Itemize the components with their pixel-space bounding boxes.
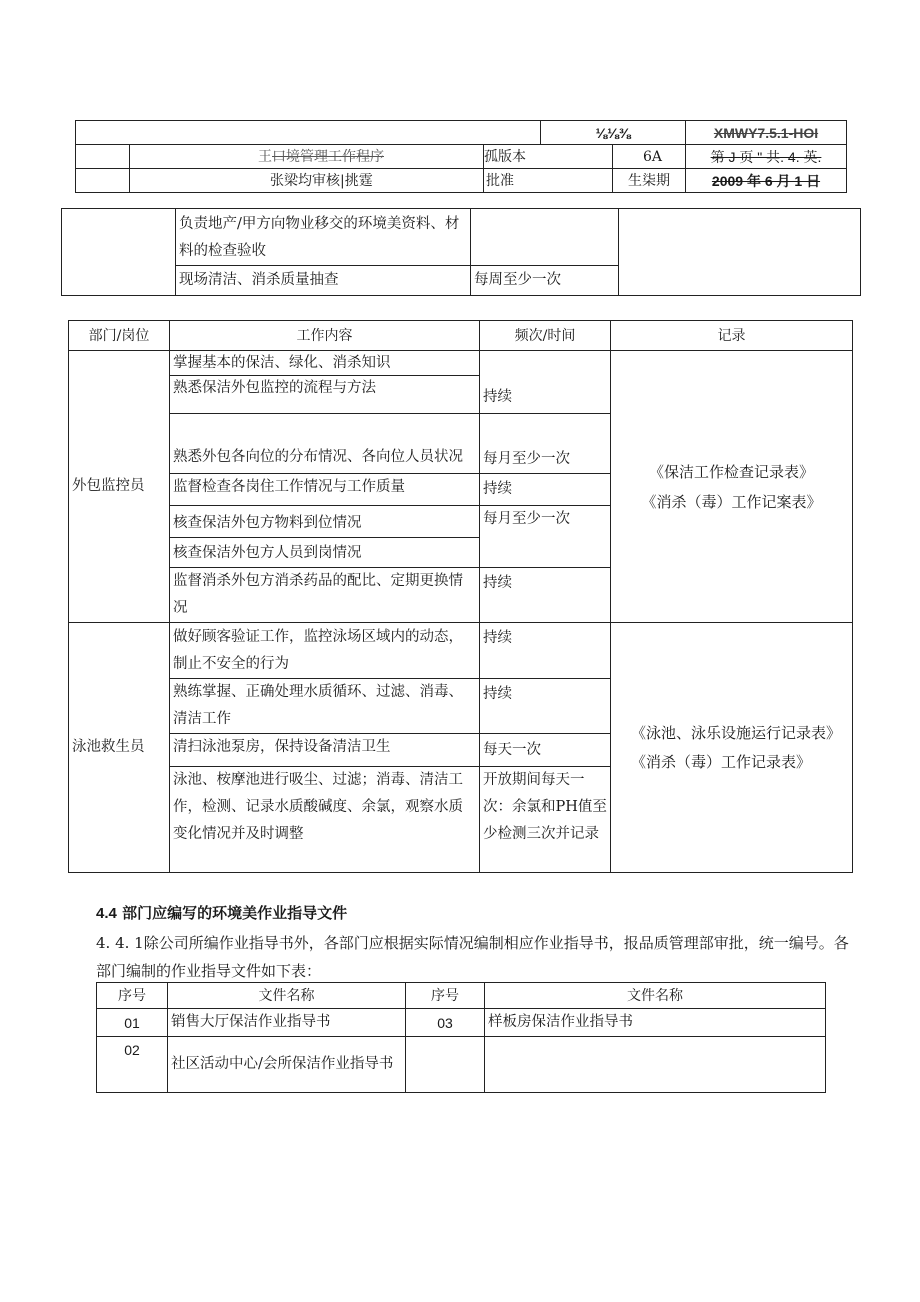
header-dept: 部门/岗位 bbox=[69, 321, 170, 351]
docs-row1-name2: 样板房保洁作业指导书 bbox=[485, 1009, 826, 1037]
docs-header-name2: 文件名称 bbox=[485, 983, 826, 1009]
docs-row1-no2: 03 bbox=[406, 1009, 485, 1037]
paragraph-text: 除公司所编作业指导书外，各部门应根据实际情况编制相应作业指导书，报品质管理部审批，统一编号。各部门编制的作业指导文件如下表： bbox=[96, 934, 849, 980]
freq-8: 每天一次 bbox=[480, 734, 611, 767]
version-label: 孤版本 bbox=[484, 145, 613, 169]
dept-lifeguard: 泳池救生员 bbox=[69, 623, 170, 873]
docs-row2-name1: 社区活动中心/会所保洁作业指导书 bbox=[168, 1037, 406, 1093]
doc-code: XMWY7.5.1-HOI bbox=[686, 121, 847, 145]
doc-title: 口境管理工作程序 bbox=[272, 148, 384, 165]
task-8: 做好顾客验证工作，监控泳场区域内的动态，制止不安全的行为 bbox=[170, 623, 480, 679]
header-table bbox=[75, 120, 847, 193]
task-4: 监督检查各岗住工作情况与工作质量 bbox=[170, 474, 480, 506]
docs-header-name1: 文件名称 bbox=[168, 983, 406, 1009]
header-blank bbox=[76, 121, 541, 145]
effective-label: 生柒期 bbox=[613, 169, 686, 193]
freq-5: 持续 bbox=[480, 568, 611, 623]
task-6: 核查保洁外包方人员到岗情况 bbox=[170, 538, 480, 568]
header-content: 工作内容 bbox=[170, 321, 480, 351]
continued-freq-2: 每周至少一次 bbox=[471, 266, 619, 296]
docs-row2-no2 bbox=[406, 1037, 485, 1093]
task-7: 监督消杀外包方消杀药品的配比、定期更换情况 bbox=[170, 568, 480, 623]
docs-row2-no1: 02 bbox=[97, 1037, 168, 1093]
header-record: 记录 bbox=[611, 321, 853, 351]
header-blank-3 bbox=[76, 169, 130, 193]
docs-row2-name2 bbox=[485, 1037, 826, 1093]
continued-dept bbox=[62, 209, 176, 296]
task-5: 核查保洁外包方物料到位情况 bbox=[170, 506, 480, 538]
people: 张梁均审核|挑霆 bbox=[130, 169, 484, 193]
continued-table bbox=[61, 208, 861, 296]
continued-freq-1 bbox=[471, 209, 619, 266]
freq-2: 每月至少一次 bbox=[480, 414, 611, 474]
main-table bbox=[68, 320, 853, 873]
paragraph-number: 4. 4. 1 bbox=[96, 934, 144, 952]
freq-3: 持续 bbox=[480, 474, 611, 506]
header-freq: 频次/时间 bbox=[480, 321, 611, 351]
effective-date: 2009 年 6 月 1 日 bbox=[686, 169, 847, 193]
freq-1: 持续 bbox=[480, 351, 611, 414]
section-paragraph bbox=[96, 929, 856, 985]
continued-task-1: 负责地产/甲方向物业移交的环境美资料、材料的检查验收 bbox=[176, 209, 471, 266]
continued-task-2: 现场清洁、消杀质量抽查 bbox=[176, 266, 471, 296]
page-info: 第 J 页 " 共. 4. 英. bbox=[686, 145, 847, 169]
freq-9: 开放期间每天一次：余氯和PH值至少检测三次并记录 bbox=[480, 767, 611, 873]
header-blank-2 bbox=[76, 145, 130, 169]
task-1: 掌握基本的保洁、绿化、消杀知识 bbox=[170, 351, 479, 376]
section-number: 4.4 bbox=[96, 905, 117, 922]
freq-7: 持续 bbox=[480, 679, 611, 734]
docs-header-no2: 序号 bbox=[406, 983, 485, 1009]
record-1b: 《消杀（毒）工作记案表》 bbox=[641, 492, 822, 511]
freq-4: 每月至少一次 bbox=[480, 506, 611, 568]
docs-row1-no1: 01 bbox=[97, 1009, 168, 1037]
task-11: 泳池、桉摩池进行吸尘、过滤；消毒、清洁工作，检测、记录水质酸碱度、余氯，观察水质变化情况并及时调整 bbox=[170, 767, 480, 873]
docs-row1-name1: 销售大厅保洁作业指导书 bbox=[168, 1009, 406, 1037]
version-value: 6A bbox=[613, 145, 686, 169]
docs-header-no1: 序号 bbox=[97, 983, 168, 1009]
continued-record bbox=[619, 209, 861, 296]
docs-table bbox=[96, 982, 826, 1093]
record-2b: 《消杀（毒）工作记录表》 bbox=[631, 752, 812, 771]
freq-6: 持续 bbox=[480, 623, 611, 679]
title-prefix: 王 bbox=[258, 148, 272, 165]
dept-outsource: 外包监控员 bbox=[69, 351, 170, 623]
approve-label: 批准 bbox=[484, 169, 613, 193]
task-3: 熟悉外包各向位的分布情况、各向位人员状况 bbox=[170, 414, 480, 474]
task-10: 清扫泳池泵房，保持设备清洁卫生 bbox=[170, 734, 480, 767]
task-2: 熟悉保洁外包监控的流程与方法 bbox=[173, 380, 376, 396]
record-2a: 《泳池、泳乐设施运行记录表》 bbox=[631, 723, 842, 742]
code-fraction: ⅛⅛⅜ bbox=[541, 121, 686, 145]
record-1a: 《保洁工作检查记录表》 bbox=[648, 462, 814, 481]
section-title bbox=[96, 902, 347, 923]
task-9: 熟练掌握、正确处理水质循环、过滤、消毒、清洁工作 bbox=[170, 679, 480, 734]
section-title-text: 部门应编写的环境美作业指导文件 bbox=[122, 904, 348, 922]
